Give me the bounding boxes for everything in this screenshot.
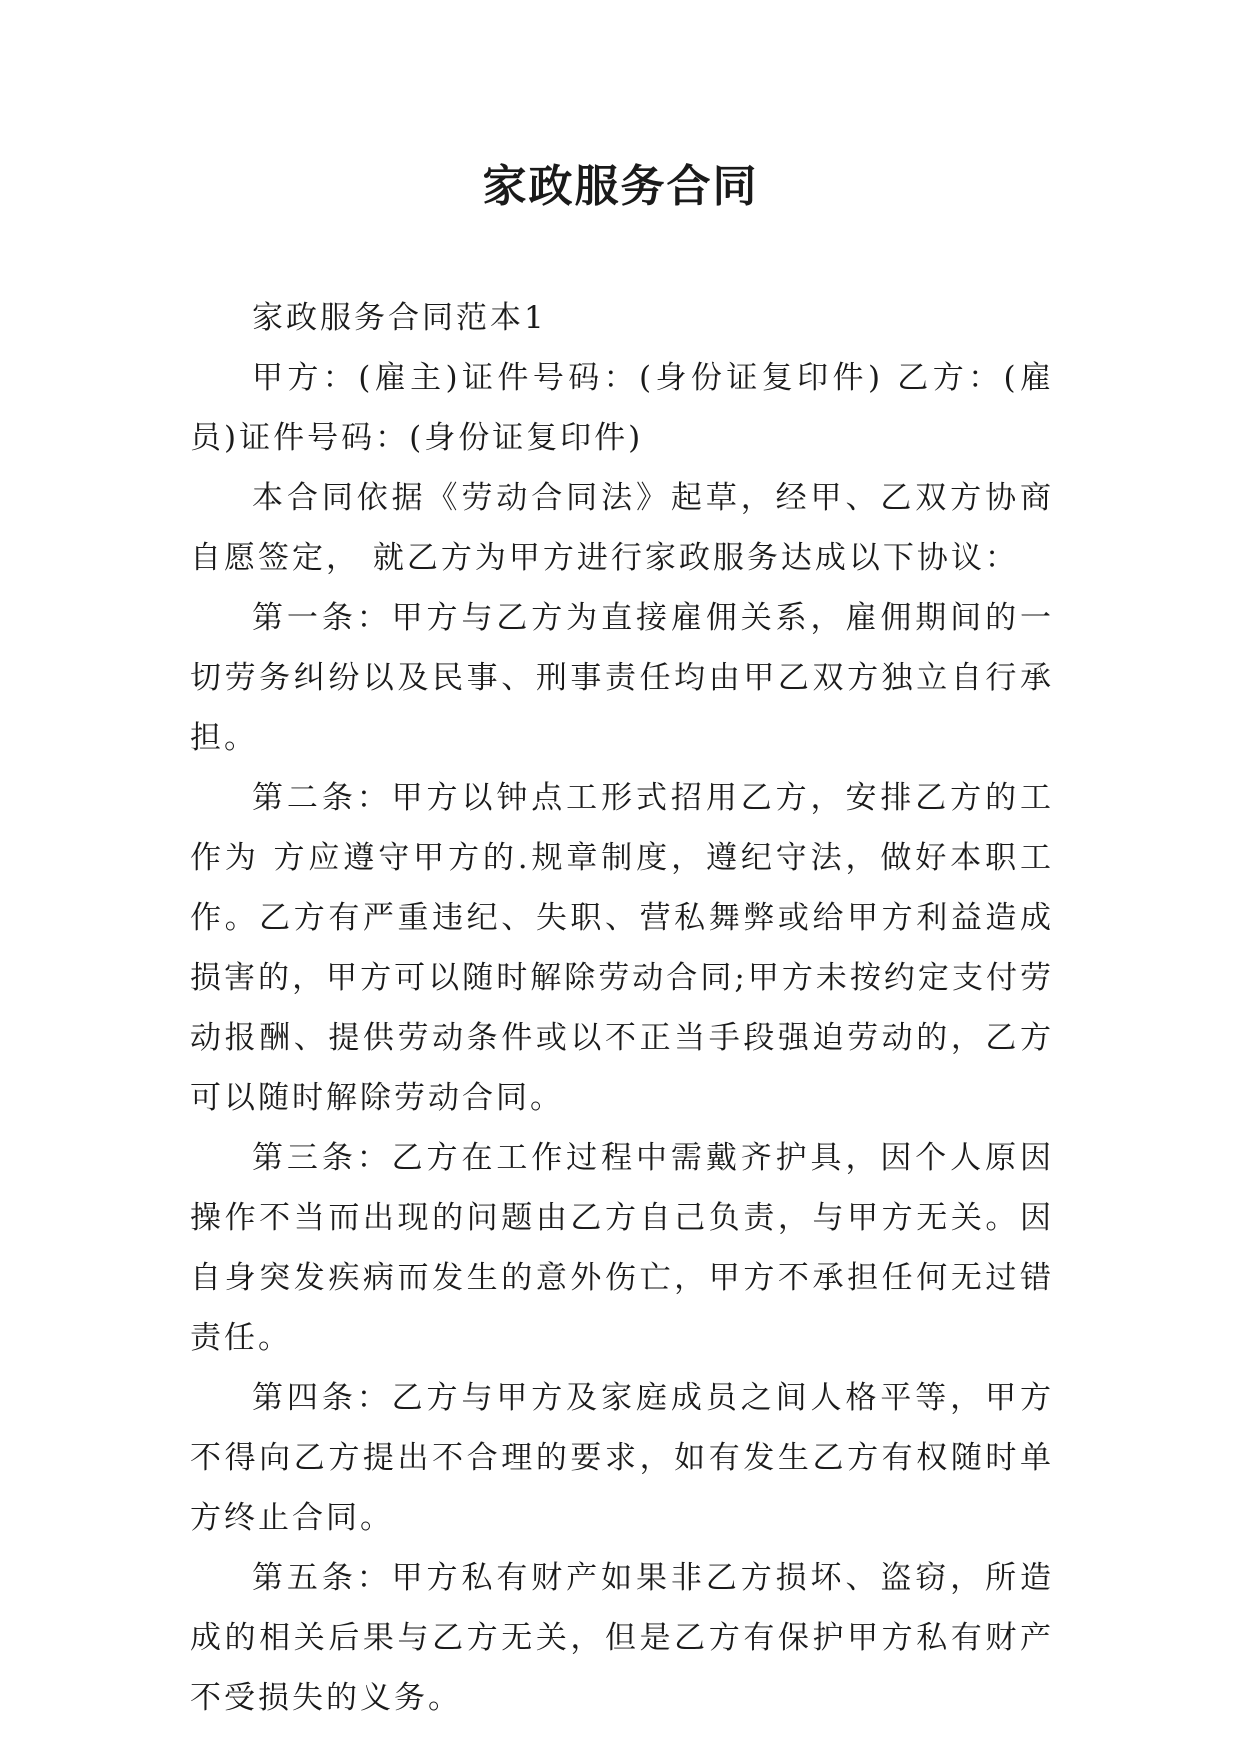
paragraph-article-2: 第二条：甲方以钟点工形式招用乙方，安排乙方的工作为 方应遵守甲方的.规章制度，遵纪守法，做好本职工作。乙方有严重违纪、失职、营私舞弊或给甲方利益造成损害的，甲方可以随时解除劳动合同;甲方未按约定支付劳动报酬、提供劳动条件或以不正当手段强迫劳动的，乙方可以随时解除劳动合同。	[190, 780, 1054, 1116]
paragraph-parties: 甲方：(雇主)证件号码：(身份证复印件) 乙方：(雇员)证件号码：(身份证复印件)	[190, 360, 1054, 456]
document-body	[190, 288, 1054, 1728]
paragraph-article-1: 第一条：甲方与乙方为直接雇佣关系，雇佣期间的一切劳务纠纷以及民事、刑事责任均由甲乙双方独立自行承担。	[190, 600, 1054, 756]
paragraph-article-5: 第五条：甲方私有财产如果非乙方损坏、盗窃，所造成的相关后果与乙方无关，但是乙方有保护甲方私有财产不受损失的义务。	[190, 1560, 1054, 1716]
paragraph-template-heading: 家政服务合同范本1	[252, 300, 547, 336]
paragraph-article-3: 第三条：乙方在工作过程中需戴齐护具，因个人原因操作不当而出现的问题由乙方自己负责，与甲方无关。因自身突发疾病而发生的意外伤亡，甲方不承担任何无过错责任。	[190, 1140, 1054, 1356]
paragraph-article-4: 第四条：乙方与甲方及家庭成员之间人格平等，甲方不得向乙方提出不合理的要求，如有发生乙方有权随时单方终止合同。	[190, 1380, 1054, 1536]
paragraph-preamble: 本合同依据《劳动合同法》起草，经甲、乙双方协商自愿签定， 就乙方为甲方进行家政服务达成以下协议：	[190, 480, 1054, 576]
document-title: 家政服务合同	[482, 161, 759, 212]
